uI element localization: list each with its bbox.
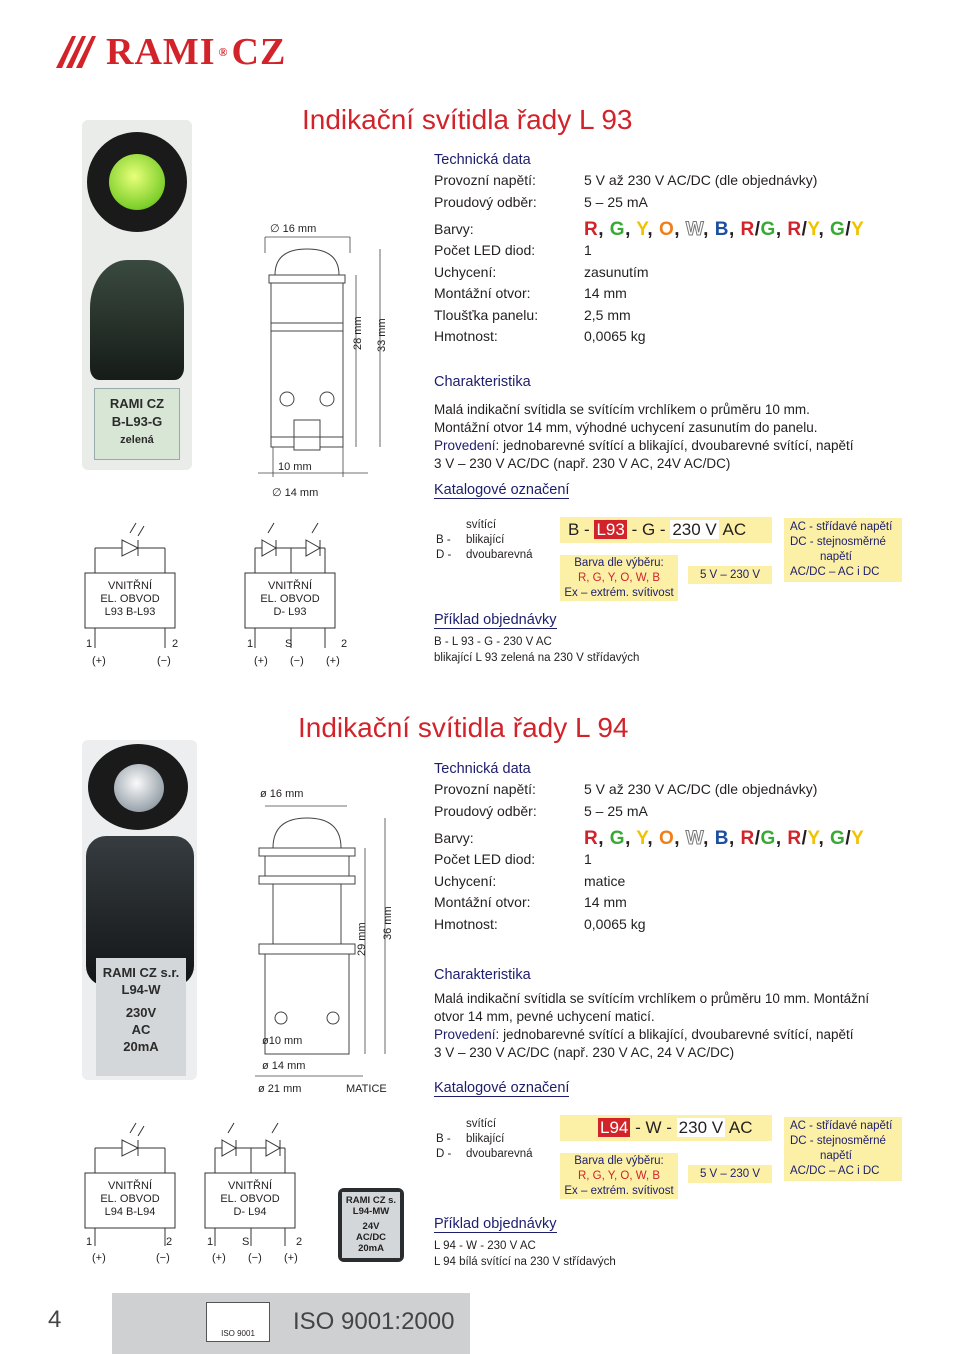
type-prefix: B -: [436, 534, 451, 546]
char-line: Montážní otvor 14 mm, výhodné uchycení zasunutím do panelu.: [434, 420, 818, 435]
code-voltage: 230 V: [672, 520, 717, 539]
circ1-label: [85, 580, 175, 619]
dim-d16: ∅ 16 mm: [270, 223, 317, 235]
dim-h28: 28 mm: [352, 316, 364, 350]
char-line: otvor 14 mm, pevné uchycení maticí.: [434, 1009, 655, 1024]
s1-catalog-code: [560, 517, 772, 543]
pin-2: 2: [166, 1236, 173, 1248]
barva-title: Barva dle výběru:: [574, 1155, 664, 1167]
spec-value: 14 mm: [584, 285, 627, 301]
barva-ex: Ex – extrém. svítivost: [564, 587, 674, 599]
type-option: dvoubarevná: [466, 549, 533, 561]
circ-line: L94 B-L94: [104, 1206, 156, 1218]
legend-acdc: AC/DC – AC i DC: [790, 1165, 880, 1177]
pin-2: 2: [296, 1236, 303, 1248]
legend-acdc: AC/DC – AC i DC: [790, 566, 880, 578]
barva-title: Barva dle výběru:: [574, 557, 664, 569]
s2-kat-header: Katalogové označení: [434, 1080, 570, 1096]
prov-text2: 3 V – 230 V AC/DC (např. 230 V AC, 24 V AC/DC): [434, 1045, 735, 1060]
dim-d21: ø 21 mm: [258, 1083, 302, 1095]
type-option: svítící: [466, 519, 497, 531]
s2-type-list: [436, 1117, 533, 1162]
s1-legend: [784, 518, 902, 582]
sticker-line-2: B-L93-G: [111, 414, 163, 429]
dimension-drawing-l93: [240, 215, 410, 500]
s2-example-header: Příklad objednávky: [434, 1216, 557, 1232]
legend-ac: AC - střídavé napětí: [790, 521, 893, 533]
s1-tech-header: Technická data: [434, 152, 531, 168]
dim-h29: 29 mm: [356, 922, 368, 956]
product-photo-l94-mw: [338, 1188, 404, 1262]
code-color: - W -: [635, 1118, 672, 1137]
s2-barva-box: [560, 1153, 678, 1199]
spec-label: Hmotnost:: [434, 915, 498, 932]
type-prefix: D -: [436, 1148, 452, 1160]
registered-mark: ®: [218, 44, 229, 59]
section2-title: Indikační svítidla řady L 94: [298, 712, 629, 743]
dim-h36: 36 mm: [382, 906, 394, 940]
sticker-line-5: 20mA: [123, 1039, 159, 1054]
product-photo-l94: [82, 740, 197, 1080]
circ-line: L93 B-L93: [104, 606, 156, 618]
pin-s-sign: (−): [290, 655, 304, 667]
s2-char-text: [434, 990, 924, 1062]
spec-value: 14 mm: [584, 894, 627, 910]
spec-value: 1: [584, 851, 592, 867]
sticker-line-3: 24V: [362, 1221, 380, 1232]
pin-s: S: [285, 638, 293, 650]
spec-label: Montážní otvor:: [434, 894, 531, 910]
code-voltage: 230 V: [678, 1118, 724, 1137]
s2-range: 5 V – 230 V: [688, 1165, 772, 1183]
code-current: AC: [722, 520, 747, 539]
sticker-line-1: RAMI CZ s.: [345, 1195, 397, 1206]
spec-value: 0,0065 kg: [584, 915, 646, 932]
spec-label: Barvy:: [434, 829, 474, 846]
lens-white: [114, 764, 164, 812]
circ-line: EL. OBVOD: [100, 593, 160, 605]
s1-range: 5 V – 230 V: [688, 566, 772, 584]
pin-1-sign: (+): [254, 655, 268, 667]
circ-line: VNITŘNÍ: [108, 1180, 152, 1192]
page-number: 4: [48, 1306, 62, 1333]
circ2-label: [205, 1180, 295, 1219]
prov-text2: 3 V – 230 V AC/DC (např. 230 V AC, 24V AC/DC): [434, 456, 731, 471]
pin-2: 2: [341, 638, 348, 650]
spec-label: Počet LED diod:: [434, 851, 536, 867]
example-text: blikající L 93 zelená na 230 V střídavých: [434, 652, 640, 664]
dim-d16: ø 16 mm: [260, 788, 304, 800]
spec-value: 1: [584, 242, 592, 258]
legend-dc: DC - stejnosměrné: [790, 1135, 886, 1147]
spec-value: 5 V až 230 V AC/DC (dle objednávky): [584, 172, 818, 188]
label-sticker: [94, 388, 180, 460]
color-codes: R, G, Y, O, W, B, R/G, R/Y, G/Y: [584, 827, 865, 849]
pin-1: 1: [207, 1236, 214, 1248]
example-code: B - L 93 - G - 230 V AC: [434, 636, 552, 648]
color-codes: R, G, Y, O, W, B, R/G, R/Y, G/Y: [584, 218, 865, 240]
circ-line: D- L94: [233, 1206, 267, 1218]
spec-label: Proudový odběr:: [434, 802, 537, 819]
body: [90, 260, 184, 380]
prov-text: jednobarevné svítící a blikající, dvoubarevné svítící, napětí: [503, 438, 854, 453]
type-option: blikající: [466, 1133, 505, 1145]
brand-suffix: CZ: [231, 31, 287, 73]
sticker-line-1: RAMI CZ: [109, 396, 165, 411]
code-current: AC: [728, 1118, 753, 1137]
circ-line: EL. OBVOD: [100, 1193, 160, 1205]
rami-logo-icon: [50, 28, 98, 76]
legend-dc2: napětí: [820, 551, 852, 563]
s1-barva-box: [560, 555, 678, 601]
s2-tech-header: Technická data: [434, 761, 531, 777]
code-color: - G -: [631, 520, 666, 539]
sticker-line-2: L94-W: [121, 982, 161, 997]
barva-colors: R, G, Y, O, W, B: [577, 572, 661, 584]
prov-label: Provedení:: [434, 438, 500, 453]
spec-value: 5 V až 230 V AC/DC (dle objednávky): [584, 781, 818, 797]
spec-label: Provozní napětí:: [434, 781, 536, 797]
section1-title: Indikační svítidla řady L 93: [302, 104, 633, 135]
circ-line: D- L93: [273, 606, 307, 618]
circ1-label: [85, 1180, 175, 1219]
char-line: Malá indikační svítidla se svítícím vrchlíkem o průměru 10 mm. Montážní: [434, 991, 870, 1006]
legend-dc: DC - stejnosměrné: [790, 536, 886, 548]
type-prefix: B -: [436, 1133, 451, 1145]
spec-label: Provozní napětí:: [434, 172, 536, 188]
spec-label: Počet LED diod:: [434, 242, 536, 258]
lens-green: [109, 154, 165, 210]
type-option: blikající: [466, 534, 505, 546]
product-photo-l93: [82, 120, 192, 470]
s2-char-header: Charakteristika: [434, 967, 531, 983]
prov-text: jednobarevné svítící a blikající, dvoubarevné svítící, napětí: [503, 1027, 854, 1042]
spec-label: Barvy:: [434, 220, 474, 237]
cert-label: ISO 9001: [221, 1329, 255, 1338]
s2-example: [434, 1238, 616, 1270]
circ-line: EL. OBVOD: [220, 1193, 280, 1205]
code-prefix: B -: [568, 520, 590, 539]
pin-s: S: [242, 1236, 250, 1248]
circ-line: VNITŘNÍ: [108, 580, 152, 592]
bvqi-cert-badge: [206, 1302, 270, 1342]
s1-spec-table: [434, 170, 914, 348]
type-option: svítící: [466, 1118, 497, 1130]
circ-line: VNITŘNÍ: [268, 580, 312, 592]
spec-label: Uchycení:: [434, 263, 497, 280]
dim-h33: 33 mm: [376, 318, 388, 352]
code-series: L93: [596, 520, 625, 539]
sticker-line-3: zelená: [120, 434, 154, 446]
iso-label: ISO 9001:2000: [293, 1308, 455, 1335]
sticker-line-2: L94-MW: [352, 1206, 390, 1217]
dim-d10: 10 mm: [278, 461, 312, 473]
s2-catalog-code: [560, 1115, 772, 1141]
circ-line: VNITŘNÍ: [228, 1180, 272, 1192]
dim-d14: ø 14 mm: [262, 1060, 306, 1072]
spec-label: Hmotnost:: [434, 328, 498, 344]
s1-kat-header: Katalogové označení: [434, 482, 570, 498]
char-line: Malá indikační svítidla se svítícím vrchlíkem o průměru 10 mm.: [434, 402, 810, 417]
spec-label: Proudový odběr:: [434, 193, 537, 210]
pin-2: 2: [172, 638, 179, 650]
spec-value: zasunutím: [584, 263, 649, 280]
barva-colors: R, G, Y, O, W, B: [577, 1170, 661, 1182]
spec-value: 0,0065 kg: [584, 328, 646, 344]
s1-example-header: Příklad objednávky: [434, 612, 557, 628]
type-option: dvoubarevná: [466, 1148, 533, 1160]
s1-char-header: Charakteristika: [434, 374, 531, 390]
pin-2-sign: (+): [284, 1252, 298, 1264]
dim-d10: ø10 mm: [262, 1035, 303, 1047]
prov-label: Provedení:: [434, 1027, 500, 1042]
type-prefix: D -: [436, 549, 452, 561]
sticker-line-4: AC/DC: [355, 1232, 387, 1243]
pin-2-sign: (+): [326, 655, 340, 667]
s1-example: [434, 634, 639, 666]
pin-1: 1: [86, 638, 93, 650]
code-series: L94: [600, 1118, 629, 1137]
dimension-drawing-l94: [235, 778, 405, 1098]
pin-s-sign: (−): [248, 1252, 262, 1264]
s2-legend: [784, 1117, 902, 1181]
barva-ex: Ex – extrém. svítivost: [564, 1185, 674, 1197]
spec-label: Montážní otvor:: [434, 285, 531, 301]
spec-label: Uchycení:: [434, 872, 497, 889]
spec-value: 5 – 25 mA: [584, 802, 648, 819]
pin-1: 1: [247, 638, 254, 650]
spec-value: 2,5 mm: [584, 306, 631, 323]
pin-1-sign: (+): [92, 655, 106, 667]
sticker-line-4: AC: [131, 1022, 151, 1037]
sticker-line-1: RAMI CZ s.r.: [102, 965, 180, 980]
sticker-line-5: 20mA: [358, 1243, 384, 1254]
s1-type-list: [436, 518, 533, 563]
sticker-line-3: 230V: [125, 1005, 157, 1020]
pin-1: 1: [86, 1236, 93, 1248]
label-sticker: [342, 1192, 400, 1258]
dim-matice: MATICE: [346, 1083, 387, 1095]
spec-label: Tloušťka panelu:: [434, 306, 539, 323]
pin-1-sign: (+): [92, 1252, 106, 1264]
brand-name: RAMI: [106, 31, 216, 73]
s2-spec-table: [434, 779, 914, 935]
pin-1-sign: (+): [212, 1252, 226, 1264]
spec-value: 5 – 25 mA: [584, 193, 648, 210]
legend-ac: AC - střídavé napětí: [790, 1120, 893, 1132]
circ2-label: [245, 580, 335, 619]
pin-2-sign: (−): [157, 655, 171, 667]
example-text: L 94 bílá svítící na 230 V střídavých: [434, 1256, 616, 1268]
dim-d14: ∅ 14 mm: [272, 487, 319, 499]
pin-2-sign: (−): [156, 1252, 170, 1264]
example-code: L 94 - W - 230 V AC: [434, 1240, 536, 1252]
spec-value: matice: [584, 872, 626, 889]
brand-logo: [50, 28, 286, 76]
s1-char-text: [434, 401, 924, 473]
circ-line: EL. OBVOD: [260, 593, 320, 605]
legend-dc2: napětí: [820, 1150, 852, 1162]
label-sticker: [96, 958, 186, 1076]
